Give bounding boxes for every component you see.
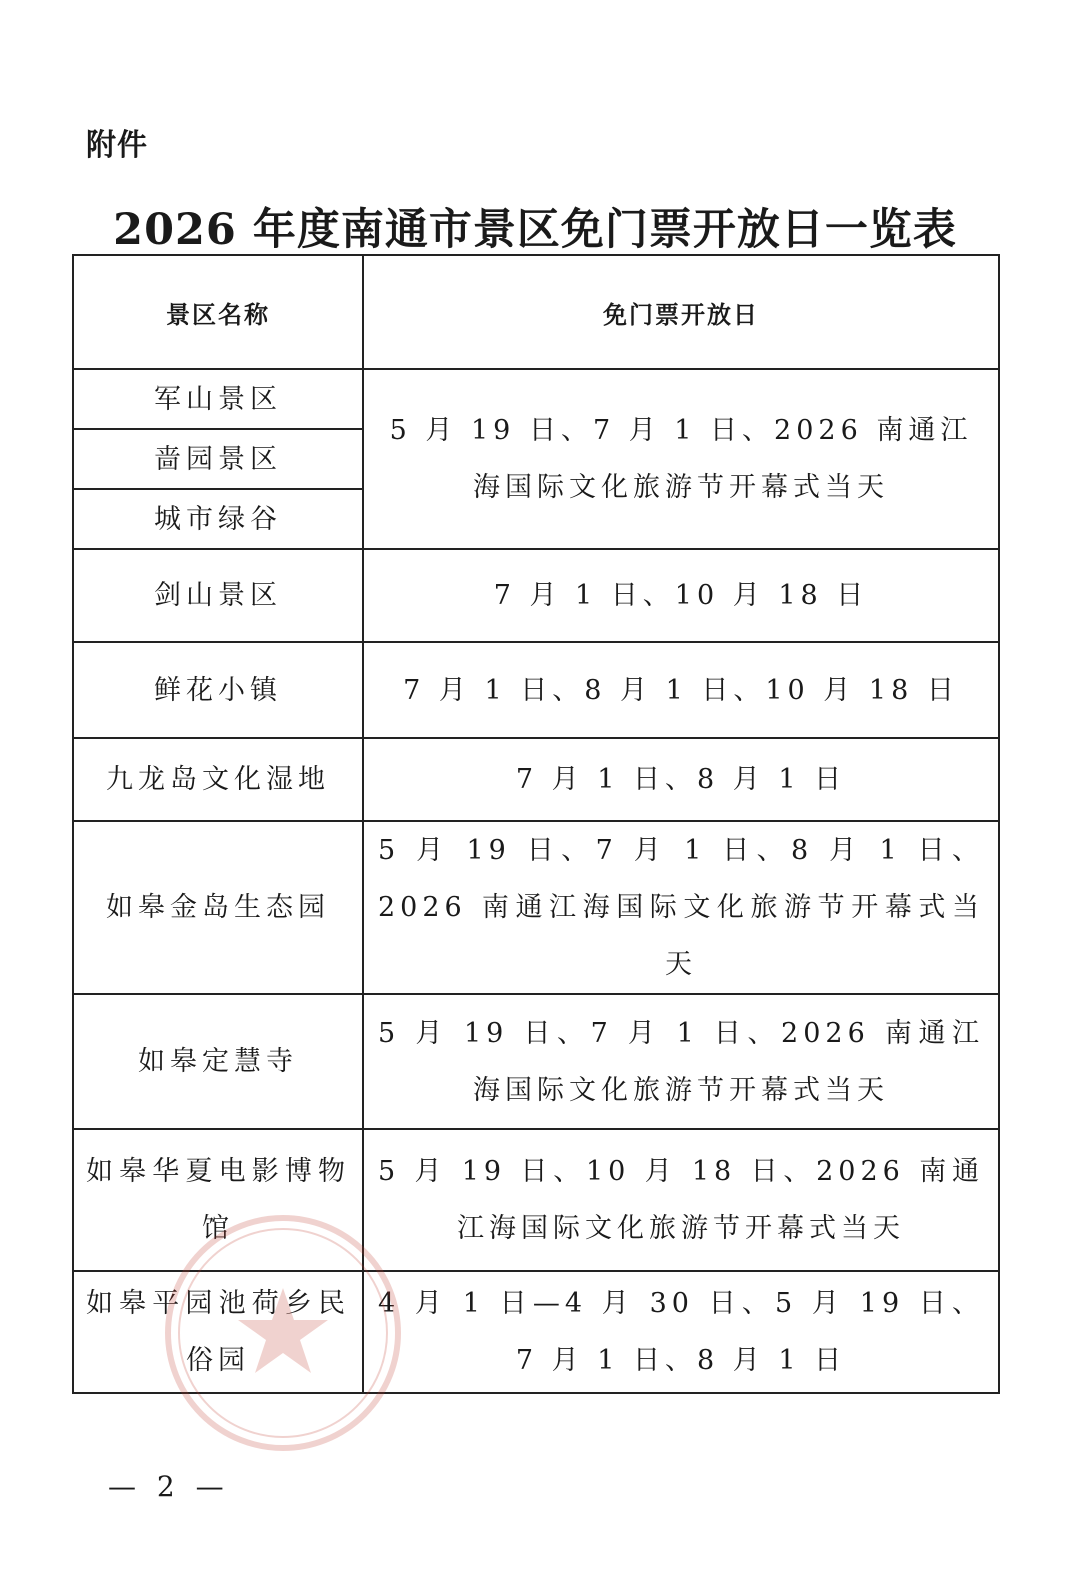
header-free-days: 免门票开放日 <box>363 255 999 369</box>
table-row <box>73 1271 999 1393</box>
table-row <box>73 821 999 994</box>
table-row <box>73 369 999 429</box>
scenic-name-cell: 如皋金岛生态园 <box>73 821 363 994</box>
attachment-label: 附件 <box>86 128 148 163</box>
table-row <box>73 994 999 1129</box>
scenic-name-cell: 啬园景区 <box>73 429 363 489</box>
scenic-name-cell: 九龙岛文化湿地 <box>73 738 363 821</box>
scenic-name-cell: 军山景区 <box>73 369 363 429</box>
free-days-cell: 5 月 19 日、7 月 1 日、8 月 1 日、2026 南通江海国际文化旅游节开幕式当天 <box>363 821 999 994</box>
scenic-name-cell: 如皋平园池荷乡民俗园 <box>73 1271 363 1393</box>
free-days-cell: 7 月 1 日、8 月 1 日 <box>363 738 999 821</box>
scenic-name-cell: 鲜花小镇 <box>73 642 363 738</box>
free-days-cell: 5 月 19 日、7 月 1 日、2026 南通江海国际文化旅游节开幕式当天 <box>363 369 999 549</box>
free-days-cell: 4 月 1 日—4 月 30 日、5 月 19 日、7 月 1 日、8 月 1 日 <box>363 1271 999 1393</box>
table-row <box>73 642 999 738</box>
free-ticket-table <box>72 254 1000 1394</box>
page-number: — 2 — <box>108 1470 230 1503</box>
free-days-cell: 7 月 1 日、10 月 18 日 <box>363 549 999 642</box>
header-scenic-name: 景区名称 <box>73 255 363 369</box>
table-row <box>73 1129 999 1271</box>
scenic-area-table <box>72 254 998 1394</box>
page-title: 2026 年度南通市景区免门票开放日一览表 <box>113 205 957 255</box>
table-header-row <box>73 255 999 369</box>
free-days-cell: 7 月 1 日、8 月 1 日、10 月 18 日 <box>363 642 999 738</box>
scenic-name-cell: 城市绿谷 <box>73 489 363 549</box>
free-days-cell: 5 月 19 日、7 月 1 日、2026 南通江海国际文化旅游节开幕式当天 <box>363 994 999 1129</box>
table-row <box>73 549 999 642</box>
scenic-name-cell: 剑山景区 <box>73 549 363 642</box>
scenic-name-cell: 如皋定慧寺 <box>73 994 363 1129</box>
table-row <box>73 738 999 821</box>
free-days-cell: 5 月 19 日、10 月 18 日、2026 南通江海国际文化旅游节开幕式当天 <box>363 1129 999 1271</box>
scenic-name-cell: 如皋华夏电影博物馆 <box>73 1129 363 1271</box>
